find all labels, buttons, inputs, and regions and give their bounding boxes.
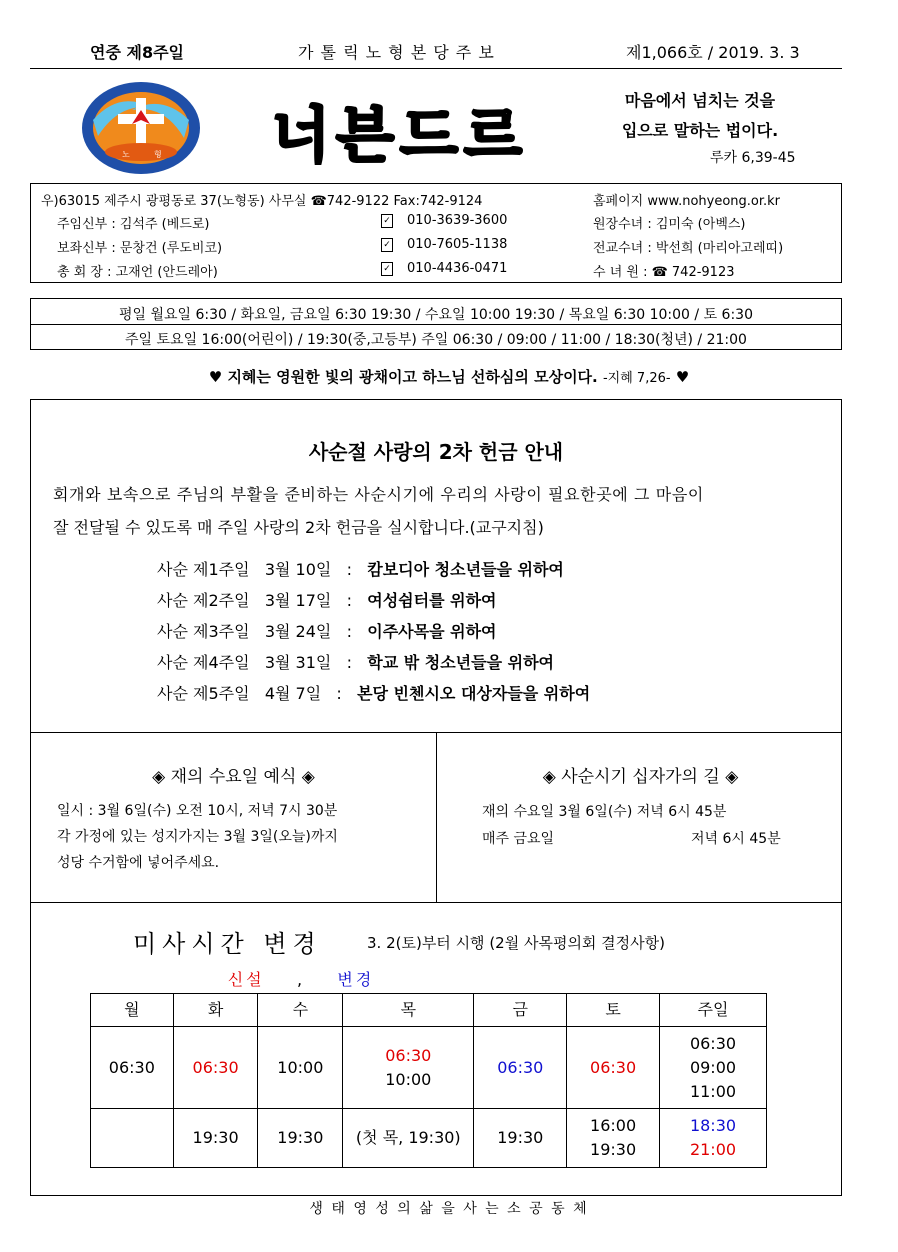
- cell-fri: 19:30: [474, 1109, 567, 1168]
- quote-line-1: 마음에서 넘치는 것을: [624, 91, 776, 110]
- mass-change-subtitle: 3. 2(토)부터 시행 (2월 사목평의회 결정사항): [367, 934, 665, 952]
- verse-reference: -지혜 7,26-: [602, 371, 671, 386]
- homepage: 홈페이지 www.nohyeong.or.kr: [593, 194, 781, 209]
- ash-wednesday-line-2: 각 가정에 있는 성지가지는 3월 3일(오늘)까지: [57, 829, 338, 845]
- footer-motto: 생 태 영 성 의 삶 을 사 는 소 공 동 체: [309, 1201, 589, 1217]
- offering-body-1: 회개와 보속으로 주님의 부활을 준비하는 사순시기에 우리의 사랑이 필요한곳에 그 마음이: [53, 485, 704, 504]
- mass-time-table: [90, 993, 767, 1168]
- pastor-phone: ✓ 010-3639-3600: [381, 213, 507, 228]
- stations-friday-label: 매주 금요일: [482, 831, 555, 847]
- header-wed: 수: [258, 994, 343, 1027]
- phone-icon: ✓: [381, 262, 393, 276]
- table-row: [91, 1027, 767, 1109]
- sunday-schedule: 주일 토요일 16:00(어린이) / 19:30(중,고등부) 주일 06:30 / 09:00 / 11:00 / 18:30(청년) / 21:00: [125, 332, 747, 348]
- header-mon: 월: [91, 994, 174, 1027]
- gospel-quote: [600, 86, 800, 146]
- table-row: [91, 1109, 767, 1168]
- pastor: 주임신부 : 김석주 (베드로): [57, 217, 210, 232]
- mission-sister: 전교수녀 : 박선희 (마리아고레띠): [593, 241, 784, 256]
- president-phone: ✓ 010-4436-0471: [381, 261, 507, 276]
- section-divider: [31, 902, 841, 903]
- cell-wed: 19:30: [258, 1109, 343, 1168]
- cell-thu: 06:30 10:00: [343, 1027, 474, 1109]
- offering-title: 사순절 사랑의 2차 헌금 안내: [308, 440, 564, 464]
- offering-item: 사순 제2주일 3월 17일 : 여성쉼터를 위하여: [157, 591, 497, 610]
- bulletin-title: 너븐드르: [272, 101, 528, 171]
- assistant-priest: 보좌신부 : 문창건 (루도비코): [57, 241, 223, 256]
- phone-icon: ✓: [381, 238, 393, 252]
- quote-reference: 루카 6,39-45: [710, 150, 796, 166]
- header-thu: 목: [343, 994, 474, 1027]
- convent-phone: 수 녀 원 : ☎ 742-9123: [593, 265, 735, 280]
- stations-friday-time: 저녁 6시 45분: [691, 831, 781, 847]
- ash-wednesday-line-3: 성당 수거함에 넣어주세요.: [57, 855, 220, 871]
- address: 우)63015 제주시 광평동로 37(노형동) 사무실 ☎742-9122 Fax:742-9124: [41, 194, 483, 209]
- issue-number: 제1,066호 / 2019. 3. 3: [626, 43, 800, 62]
- header-sat: 토: [567, 994, 660, 1027]
- ash-wednesday-line-1: 일시 : 3월 6일(수) 오전 10시, 저녁 7시 30분: [57, 803, 338, 819]
- color-legend: [31, 967, 571, 990]
- parish-logo: [80, 80, 202, 176]
- cell-sun: 18:30 21:00: [660, 1109, 767, 1168]
- stations-ash-wednesday: 재의 수요일 3월 6일(수) 저녁 6시 45분: [482, 804, 727, 820]
- offering-item: 사순 제4주일 3월 31일 : 학교 밖 청소년들을 위하여: [157, 653, 554, 672]
- heart-icon: ♥: [208, 368, 223, 386]
- mass-change-title: 미사시간 변경: [133, 930, 322, 958]
- offering-item: 사순 제1주일 3월 10일 : 캄보디아 청소년들을 위하여: [157, 560, 564, 579]
- mass-schedule-box: [30, 298, 842, 350]
- quote-line-2: 입으로 말하는 법이다.: [621, 121, 779, 140]
- legend-separator: ,: [296, 970, 306, 989]
- header-sun: 주일: [660, 994, 767, 1027]
- legend-new: 신설: [227, 970, 265, 989]
- cell-tue: 06:30: [173, 1027, 258, 1109]
- cell-wed: 10:00: [258, 1027, 343, 1109]
- cell-sun: 06:30 09:00 11:00: [660, 1027, 767, 1109]
- liturgical-week: 연중 제8주일: [90, 43, 184, 62]
- logo-text-left: 노: [122, 150, 130, 159]
- offering-item: 사순 제5주일 4월 7일 : 본당 빈첸시오 대상자들을 위하여: [157, 684, 591, 703]
- verse-text: 지혜는 영원한 빛의 광채이고 하느님 선하심의 모상이다.: [227, 368, 598, 386]
- offering-body-2: 잘 전달될 수 있도록 매 주일 사랑의 2차 헌금을 실시합니다.(교구지침): [53, 518, 544, 537]
- cell-fri: 06:30: [474, 1027, 567, 1109]
- header-tue: 화: [173, 994, 258, 1027]
- verse-line: [0, 366, 898, 387]
- assistant-phone: ✓ 010-7605-1138: [381, 237, 507, 252]
- cell-mon: 06:30: [91, 1027, 174, 1109]
- cell-mon: [91, 1109, 174, 1168]
- legend-change: 변경: [337, 970, 375, 989]
- table-header-row: [91, 994, 767, 1027]
- header-fri: 금: [474, 994, 567, 1027]
- column-divider: [436, 732, 437, 902]
- parish-info-box: [30, 183, 842, 283]
- logo-text-right: 형: [154, 150, 162, 159]
- council-president: 총 회 장 : 고재언 (안드레아): [57, 265, 218, 280]
- masthead-rule: [30, 68, 842, 69]
- offering-item: 사순 제3주일 3월 24일 : 이주사목을 위하여: [157, 622, 497, 641]
- stations-title: ◈ 사순시기 십자가의 길 ◈: [542, 767, 739, 787]
- superior-sister: 원장수녀 : 김미숙 (아벡스): [593, 217, 746, 232]
- weekday-schedule: 평일 월요일 6:30 / 화요일, 금요일 6:30 19:30 / 수요일 10:00 19:30 / 목요일 6:30 10:00 / 토 6:30: [119, 307, 753, 323]
- cell-thu: (첫 목, 19:30): [343, 1109, 474, 1168]
- ash-wednesday-title: ◈ 재의 수요일 예식 ◈: [152, 767, 315, 787]
- cell-sat: 16:00 19:30: [567, 1109, 660, 1168]
- cell-sat: 06:30: [567, 1027, 660, 1109]
- heart-icon: ♥: [675, 368, 690, 386]
- phone-icon: ✓: [381, 214, 393, 228]
- cell-tue: 19:30: [173, 1109, 258, 1168]
- paper-name: 가 톨 릭 노 형 본 당 주 보: [298, 43, 495, 62]
